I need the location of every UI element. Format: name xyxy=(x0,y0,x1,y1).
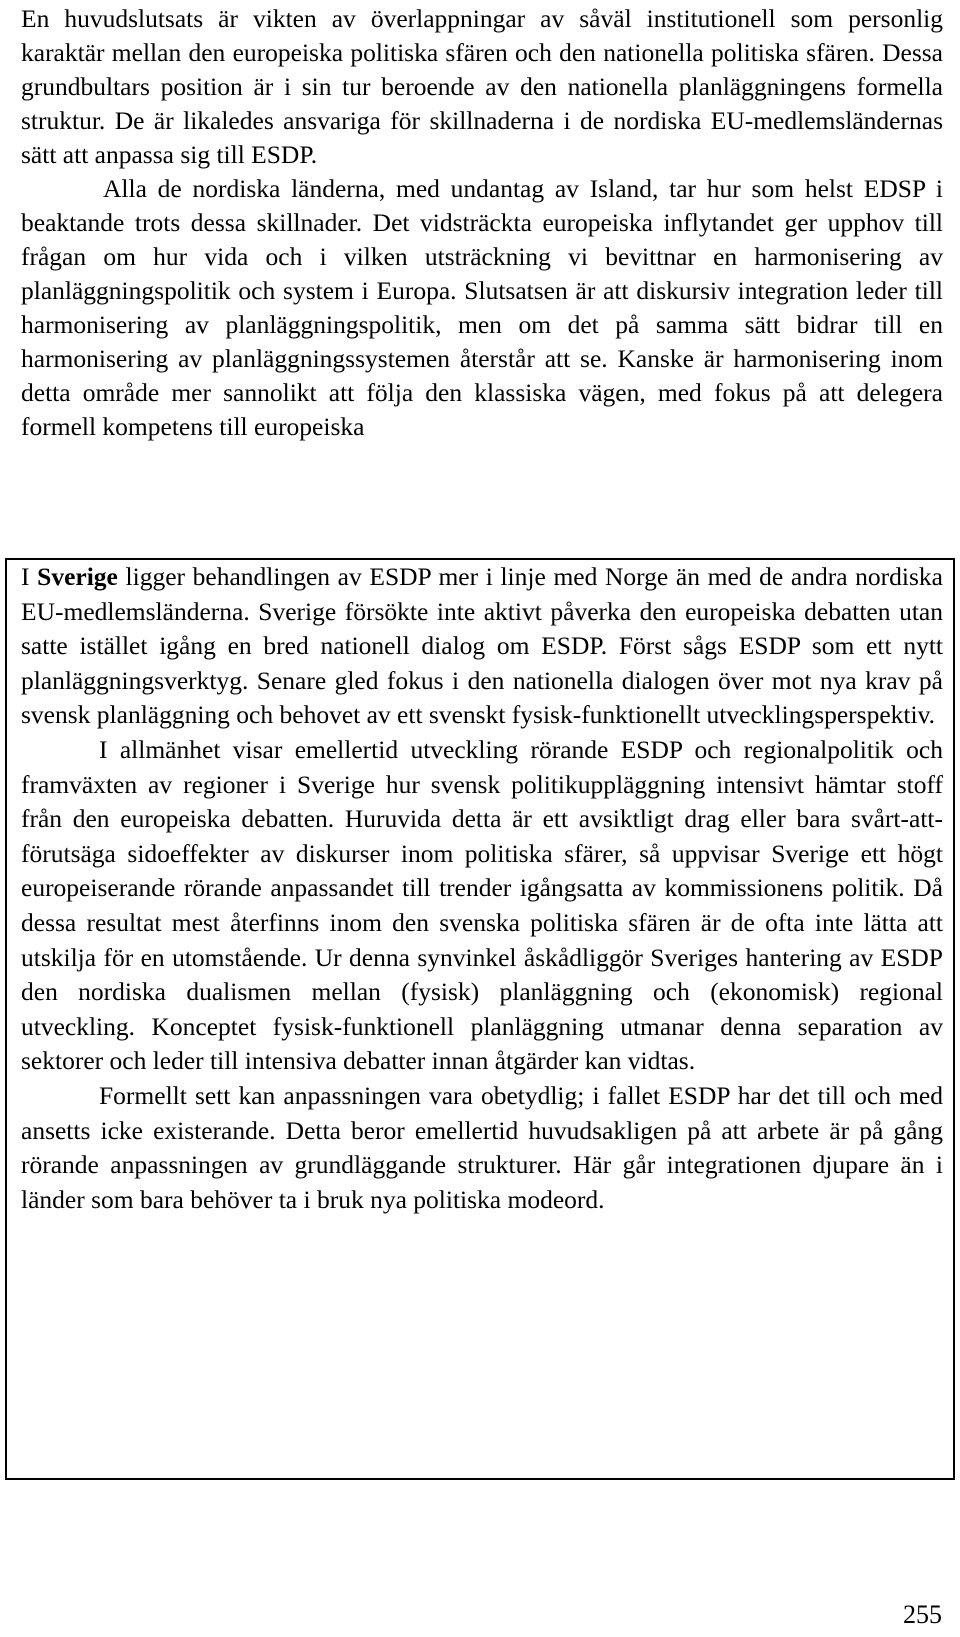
box-paragraph: Formellt sett kan anpassningen vara obetydlig; i fallet ESDP har det till och med ansetts icke existerande. Detta beror emellertid huvudsakligen på att arbete är på gång rörande anpassningen av grundläggande strukturer. Här går integrationen djupare än i länder som bara behöver ta i bruk nya politiska modeord. xyxy=(21,1080,943,1214)
sweden-text-box xyxy=(5,558,955,1480)
country-name-bold: Sverige xyxy=(37,562,118,591)
paragraph: Alla de nordiska länderna, med undantag av Island, tar hur som helst EDSP i beaktande trots dessa skillnader. Det vidsträckta europeiska inflytandet ger upphov till frågan om hur vida och i vilken utsträckning vi bevittnar en harmonisering av planläggningspolitik och system i Europa. Slutsatsen är att diskursiv integration leder till harmonisering av planläggningspolitik, men om det på samma sätt bidrar till en harmonisering av planläggningssystemen återstår att se. Kanske är harmonisering inom detta område mer sannolikt att följa den klassiska vägen, med fokus på att delegera formell kompetens till europeiska xyxy=(21,174,943,441)
body-text xyxy=(21,2,943,444)
lead-rest: ligger behandlingen av ESDP mer i linje med Norge än med de andra nordiska EU-medlemsländerna. Sverige försökte inte aktivt påverka den europeiska debatten utan satte istället igång en bred nationell dialog om ESDP. Först sågs ESDP som ett nytt planläggningsverktyg. Senare gled fokus i den nationella dialogen över mot nya krav på svensk planläggning och behovet av ett svenskt fysisk-funktionellt utvecklingsperspektiv. xyxy=(21,562,943,730)
lead-prefix: I xyxy=(21,562,38,591)
box-paragraph-lead xyxy=(21,560,943,733)
box-paragraph: I allmänhet visar emellertid utveckling rörande ESDP och regionalpolitik och framväxten av regioner i Sverige hur svensk politikuppläggning intensivt hämtar stoff från den europeiska debatten. Huruvida detta är ett avsiktligt drag eller bara svårt-att-förutsäga sidoeffekter av diskurser inom politiska sfärer, så uppvisar Sverige ett högt europeiserande rörande anpassandet till trender igångsatta av kommissionens politik. Då dessa resultat mest återfinns inom den svenska politiska sfären är de ofta inte lätta att utskilja för en utomstående. Ur denna synvinkel åskådliggör Sveriges hantering av ESDP den nordiska dualismen mellan (fysisk) planläggning och (ekonomisk) regional utveckling. Konceptet fysisk-funktionell planläggning utmanar denna separation av sektorer och leder till intensiva debatter innan åtgärder kan vidtas. xyxy=(21,734,943,1076)
box-body-text xyxy=(21,560,943,1217)
paragraph: En huvudslutsats är vikten av överlappningar av såväl institutionell som personlig karaktär mellan den europeiska politiska sfären och den nationella politiska sfären. Dessa grundbultars position är i sin tur beroende av den nationella planläggningens formella struktur. De är likaledes ansvariga för skillnaderna i de nordiska EU-medlemsländernas sätt att anpassa sig till ESDP. xyxy=(21,4,943,169)
page-number: 255 xyxy=(903,1600,942,1629)
